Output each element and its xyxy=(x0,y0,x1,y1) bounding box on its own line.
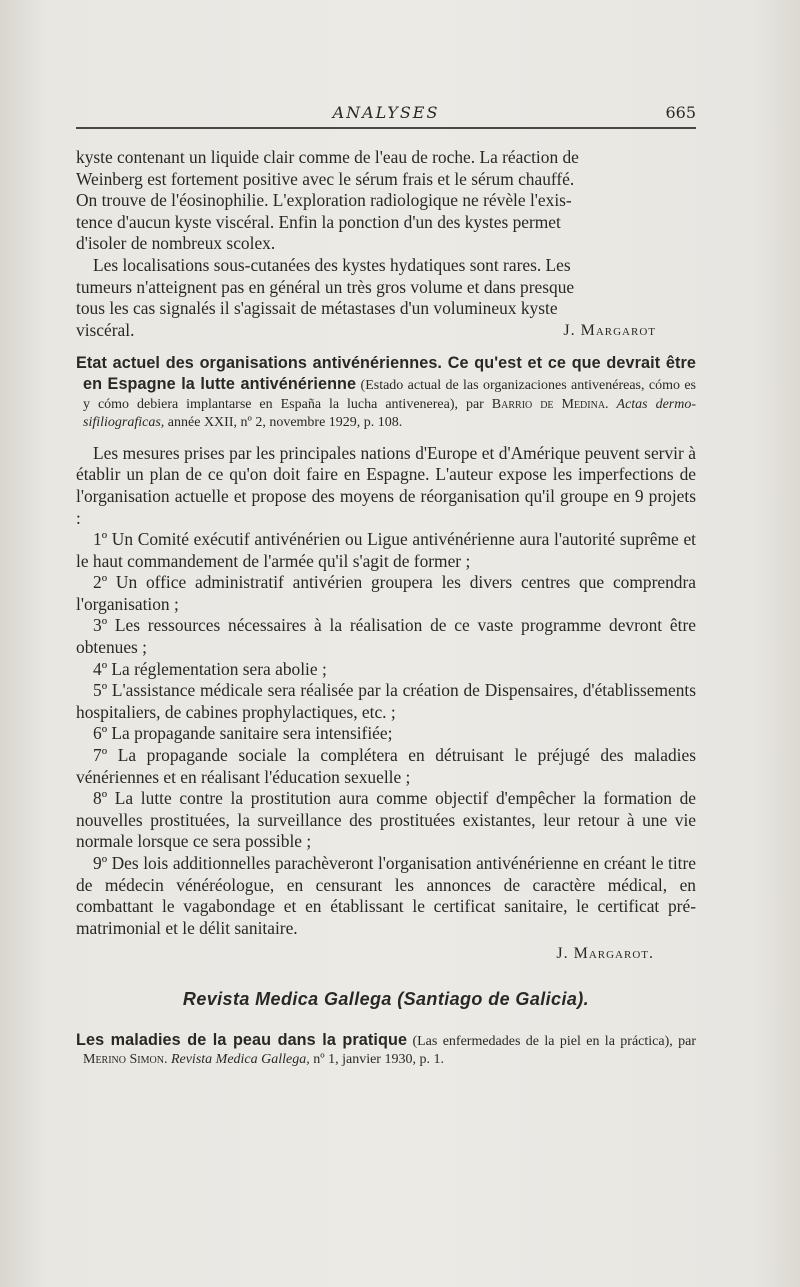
article3-journal: Revista Medica Gallega, xyxy=(170,1052,310,1068)
article2-journal: Actas dermo-sifiliograficas, xyxy=(83,396,697,431)
text-line: Les localisations sous-cutanées des kystes hydatiques sont rares. Les xyxy=(93,254,571,275)
article3-author: Merino Simon. xyxy=(83,1052,168,1068)
list-item: 7º La propagande sociale la complétera en détruisant le préjugé des maladies vénériennes et en réalisant l'éducation sexuelle ; xyxy=(76,745,696,787)
review1-paragraph1 xyxy=(76,147,696,255)
article2-original-title: (Estado actual de las organizaciones antivenéreas, cómo es y cómo debiera implantarse en España la lucha antivenerea), par xyxy=(83,377,697,412)
page-header xyxy=(76,103,696,129)
list-item: 3º Les ressources nécessaires à la réalisation de ce vaste programme devront être obtenues ; xyxy=(76,615,696,658)
article3-original-title: (Las enfermedades de la piel en la práctica), par xyxy=(412,1033,696,1049)
text-line: On trouve de l'éosinophilie. L'exploration radiologique ne révèle l'exis- xyxy=(76,190,572,211)
list-item: 4º La réglementation sera abolie ; xyxy=(93,658,327,679)
text-line: Weinberg est fortement positive avec le sérum frais et le sérum chauffé. xyxy=(76,168,575,189)
article3-title: Les maladies de la peau dans la pratique xyxy=(76,1030,408,1049)
text-line: tence d'aucun kyste viscéral. Enfin la ponction d'un des kystes permet xyxy=(76,211,561,232)
review1-last-line xyxy=(76,320,696,342)
page-body xyxy=(76,147,696,1070)
list-item: 5º L'assistance médicale sera réalisée par la création de Dispensaires, d'établissements hospitaliers, de cabines prophylactiques, etc. ; xyxy=(76,680,696,722)
article2-abstract xyxy=(76,443,696,965)
review1-signature: J. Margarot xyxy=(563,321,656,339)
article2-title: Etat actuel des organisations antivénériennes. Ce qu'est et ce que devrait être en Espagne la lutte antivénérienne xyxy=(76,354,696,393)
text-line: kyste contenant un liquide clair comme de l'eau de roche. La réaction de xyxy=(76,147,579,167)
journal-heading: Revista Medica Gallega (Santiago de Galicia). xyxy=(182,988,590,1009)
text-line: tous les cas signalés il s'agissait de métastases d'un volumineux kyste xyxy=(76,298,558,319)
list-item: 9º Des lois additionnelles parachèveront l'organisation antivénérienne en créant le titre de médecin vénéréologue, en censurant les annonces de caractère médical, en combattant le vagabondage et en établissant le certificat sanitaire, le certificat pré-matrimonial et le délit sanitaire. xyxy=(76,853,696,938)
list-item: 2º Un office administratif antivérien groupera les divers centres que comprendra l'organisation ; xyxy=(76,572,696,614)
article2-signature: J. Margarot. xyxy=(556,945,654,963)
article3-reference xyxy=(76,1031,696,1070)
page-number: 665 xyxy=(665,103,696,122)
list-item: 8º La lutte contre la prostitution aura comme objectif d'empêcher la formation de nouvelles prostituées, la surveillance des prostituées existantes, leur retour à une vie normale lorsque ce sera possible ; xyxy=(76,788,696,852)
list-item: 6º La propagande sanitaire sera intensifiée; xyxy=(93,723,393,744)
running-title: ANALYSES xyxy=(332,103,440,122)
text-line: viscéral. xyxy=(76,319,135,340)
article2-intro: Les mesures prises par les principales nations d'Europe et d'Amérique peuvent servir à établir un plan de ce qu'on doit faire en Espagne. L'auteur expose les imperfections de l'organisation actuelle et propose des moyens de réorganisation qu'il groupe en 9 projets : xyxy=(76,442,696,528)
article2-citation: année XXII, nº 2, novembre 1929, p. 108. xyxy=(167,415,403,431)
text-line: d'isoler de nombreux scolex. xyxy=(76,233,276,254)
article2-reference xyxy=(76,354,696,432)
text-line: tumeurs n'atteignent pas en général un très gros volume et dans presque xyxy=(76,276,575,297)
list-item: 1º Un Comité exécutif antivénérien ou Ligue antivénérienne aura l'autorité suprême et le haut commandement de l'armée qu'il s'agit de former ; xyxy=(76,529,696,571)
article3-citation: nº 1, janvier 1930, p. 1. xyxy=(313,1052,444,1068)
review1-paragraph2 xyxy=(76,255,696,341)
article2-author: Barrio de Medina. xyxy=(491,396,609,412)
